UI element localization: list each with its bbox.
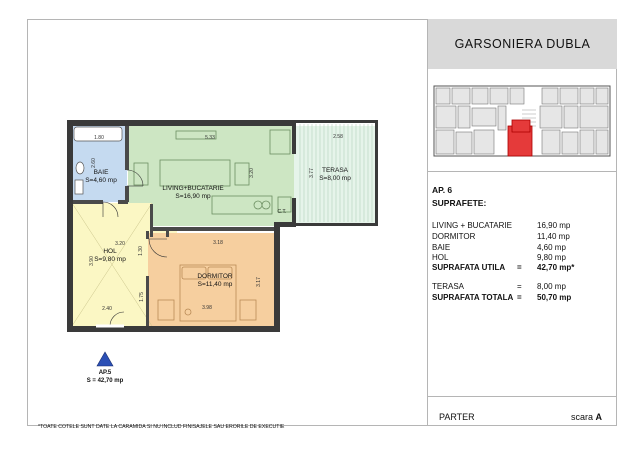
dim-label: 3.17 — [256, 277, 262, 287]
entry-arrow-icon — [97, 352, 113, 366]
wall — [118, 200, 128, 204]
hol-area: S=9,80 mp — [94, 256, 126, 263]
dim-label: 3.18 — [213, 240, 223, 246]
stair-letter: A — [595, 412, 603, 422]
ct-label: C.T. — [277, 209, 287, 215]
wall — [274, 226, 280, 332]
stair-prefix: scara — [571, 412, 594, 422]
terasa-area: S=8,00 mp — [319, 175, 351, 182]
room-name: BAIE — [432, 243, 451, 252]
sink-icon — [75, 180, 83, 194]
stair-label — [571, 412, 602, 422]
baie-label: BAIE — [93, 169, 109, 176]
terrace-name: TERASA — [432, 282, 465, 291]
total-area-name: SUPRAFATA TOTALA — [432, 293, 514, 302]
dormitor-label: DORMITOR — [197, 273, 233, 280]
dim-label: 5.33 — [205, 135, 215, 141]
room-row — [432, 232, 612, 243]
room-value: 11,40 mp — [537, 232, 570, 241]
dim-label: 1.80 — [94, 135, 104, 141]
wall — [292, 198, 296, 226]
dim-label: 3.20 — [115, 241, 125, 247]
wall — [147, 326, 280, 332]
equals-sign: = — [517, 293, 522, 302]
terasa-label: TERASA — [321, 167, 349, 174]
useful-area-row — [432, 263, 612, 274]
wall — [150, 204, 153, 237]
toilet-icon — [76, 162, 84, 174]
wall — [73, 200, 103, 204]
dim-label: 3.77 — [309, 168, 315, 178]
wall — [67, 120, 73, 332]
entry-area: S = 42,70 mp — [86, 378, 124, 384]
dim-label: 2.40 — [102, 306, 112, 312]
wall — [375, 120, 378, 226]
dormitor-area: S=11,40 mp — [197, 281, 233, 288]
total-area-value: 50,70 mp — [537, 293, 572, 302]
floor-label: PARTER — [439, 412, 475, 422]
equals-sign: = — [517, 282, 522, 291]
entry-label: AP.5 — [98, 370, 112, 376]
living-area: S=16,90 mp — [175, 193, 211, 200]
wall — [296, 120, 378, 123]
room-value: 9,80 mp — [537, 253, 566, 262]
page-title: GARSONIERA DUBLA — [454, 37, 591, 51]
wall — [296, 223, 378, 226]
divider-line — [428, 396, 617, 397]
dim-label: 1.30 — [138, 246, 144, 256]
terrace-value: 8,00 mp — [537, 282, 566, 291]
wall — [292, 120, 296, 154]
useful-area-value: 42,70 mp* — [537, 263, 575, 272]
hol-label: HOL — [103, 248, 117, 255]
room-row — [432, 221, 612, 232]
room-name: DORMITOR — [432, 232, 476, 241]
room-name: HOL — [432, 253, 449, 262]
dim-label: 3.20 — [249, 168, 255, 178]
equals-sign: = — [517, 263, 522, 272]
dim-label: 3.98 — [202, 305, 212, 311]
divider-line — [428, 171, 617, 172]
wall — [125, 126, 129, 170]
dim-label: 1.75 — [139, 292, 145, 302]
surfaces-heading: SUPRAFETE: — [432, 198, 487, 208]
baie-area: S=4,60 mp — [85, 177, 117, 184]
dim-label: 2.58 — [333, 134, 343, 140]
apartment-label: AP. 6 — [432, 185, 453, 195]
wall — [146, 231, 149, 239]
terrace-row — [432, 282, 612, 293]
wall — [166, 227, 169, 237]
living-label: LIVING+BUCATARIE — [162, 185, 224, 192]
dim-label: 3.90 — [89, 256, 95, 266]
wall — [146, 276, 149, 326]
total-area-row — [432, 293, 612, 304]
key-plan — [432, 82, 612, 160]
wall — [125, 186, 129, 202]
room-value: 16,90 mp — [537, 221, 571, 230]
useful-area-name: SUPRAFATA UTILA — [432, 263, 506, 272]
room-value: 4,60 mp — [537, 243, 566, 252]
room-name: LIVING + BUCATARIE — [432, 221, 512, 230]
dim-label: 2.60 — [91, 158, 97, 168]
footnote: *TOATE COTELE SUNT DATE LA CARAMIDA SI NU INCLUD FINISAJELE SAU ERORILE DE EXECUTIE — [38, 424, 285, 430]
title-box — [428, 19, 617, 69]
wall — [67, 120, 296, 126]
